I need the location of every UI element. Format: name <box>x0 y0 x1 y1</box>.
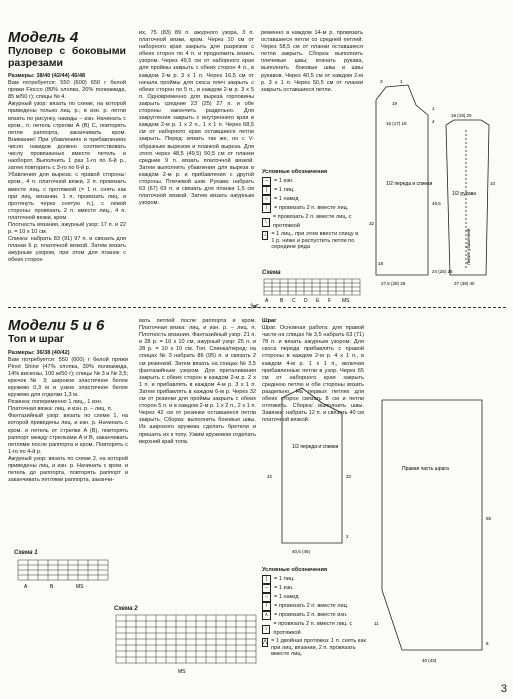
knit-symbol-icon: | <box>262 575 271 584</box>
paragraph: Плотность вязания, ажурный узор: 17 п. и 22 р. = 10 х 10 см. <box>8 221 126 236</box>
schema-1-label-b: B <box>50 584 54 590</box>
ssk-symbol-icon: \ <box>262 625 270 634</box>
legend-item: = 1 накид <box>274 196 299 202</box>
yarn-over-symbol-icon: ○ <box>262 593 271 602</box>
chart-label-f: F <box>328 298 332 303</box>
chart-label-b: B <box>280 298 284 303</box>
top-pattern-diagram <box>262 378 382 558</box>
knit-symbol-icon: | <box>262 186 271 195</box>
pattern-label-decrease-line: Линия убавлений <box>466 228 471 265</box>
measure: 32 <box>369 221 375 226</box>
k2tog-symbol-icon: / <box>262 204 271 213</box>
paragraph: Ажурный узор: вязать по схеме, на которой приведены только лиц. р.; в изн. р. петли вязать по рисунку, накиды – изн. Начинать с кром., п. петель стрелки А (В) С, повторять петли раппорта, заканчивать кром. Внимание! При убавлениях и прибавлениях число накидов должно соответствовать числу провязанных вместе петель и наоборот. Выполнить 1 раз 1-го по 6-й р., затем повторить с 3-го по 6-й р. <box>8 101 126 172</box>
paragraph: вать петлей после раппорта и кром. Платочная вязка: лиц. и изн. р. – лиц. п. Плотность вязания. Фантазийный узор: 21 п. и 28 р. = 10 х 10 см, ажурный узор: 25 п. и 28 р. = 10 х 10 см. Топ. Спинка/перед: на спицах № 3 набрать 86 (95) п. и связать 2 см резинкой. Затем вязать на спицах № 3,5 фантазийным узором. Для приталивания закрыть с обеих сторон в каждом 2-м р. 2 х 1 п. и прибавлять в каждом 4-м р. 3 х 1 п. Затем прибавлять в каждом 6-м р. Через 32 см от резинки для проймы закрыть с обеих сторон 5 п. и в каждом 2-м р. 1 х 2 п., 2 х 1 п. Через 42 см от резинки оставшиеся петли закрыть. Сборка: выполнить боковые швы. Из широкого кружева сделать бретели и пришить их к топу. Узким кружевом отделать верхний край топа. <box>139 318 256 445</box>
schema-2-label-ms: MS <box>178 669 186 675</box>
model56-column-1 <box>8 318 128 484</box>
model4-subtitle: Пуловер с боковыми разрезами <box>8 45 126 69</box>
p2tog-symbol-icon: ∧ <box>262 611 271 620</box>
schema-1-label-a: A <box>24 584 28 590</box>
chart-label-d: D <box>304 298 308 303</box>
scissors-icon: ✂ <box>250 301 260 313</box>
measure: 10 <box>490 181 496 186</box>
legend-item: = 1 лиц., при этом ввести спицу в 1 р. ниже и распустить петли по середине ряда <box>271 231 359 250</box>
paragraph: Вам потребуется: 550 (600) г белой пряжи Pinot Shine (47% хлопка, 39% полиамида, 14% вискозы, 100 м/50 г); спицы № 3 и № 3,5; крючок № 3; широкое эластичное белое кружево 0,3 м и узкое эластичное белое кружево для отделки 1,3 м. <box>8 356 128 399</box>
paragraph: Ажурный узор: вязать по схеме 2, на которой приведены лиц. и изн. р. Начинать с кром. и петель до раппорта, повторять раппорт и заканчивать петлями раппорта, заканчи- <box>8 455 128 484</box>
k2tog-symbol-icon: / <box>262 602 271 611</box>
measure: 3 <box>380 79 383 84</box>
measure: 40,5 (45) <box>292 549 311 554</box>
pattern-label-front-back: 1/2 переда и спинки <box>386 181 433 187</box>
paragraph: Размеры: 36/38 (40/42) <box>8 349 70 356</box>
legend-title: Условные обозначения <box>262 169 328 175</box>
measure: 32 <box>346 474 352 479</box>
measure: 1 <box>432 106 435 111</box>
model4-legend <box>262 168 362 251</box>
yarn-over-symbol-icon: ○ <box>262 195 271 204</box>
measure: 1 <box>400 79 403 84</box>
paragraph: Платочная вязка: лиц. и изн. р. – лиц. п. <box>8 406 113 413</box>
schema-1-label-ms: MS <box>76 584 84 590</box>
pattern-label-sleeve: 1/2 рукава <box>452 191 477 197</box>
legend-item: = 1 лиц. <box>274 187 295 193</box>
measure: 24 (25) 26 <box>432 269 453 274</box>
pattern-label-shrug: Правая часть шрага <box>402 466 449 472</box>
shrug-title: Шраг <box>262 318 277 324</box>
model56-title: Модели 5 и 6 <box>8 317 105 334</box>
measure: 65 <box>486 516 492 521</box>
measure: 2 <box>346 534 349 539</box>
knit-below-symbol-icon: ⊥ <box>263 232 268 238</box>
measure: 11 <box>374 621 379 626</box>
paragraph: Резинка: попеременно 1 лиц., 1 изн. <box>8 399 103 406</box>
legend-item: = провязать 2 п. вместе лиц. с протяжкой <box>273 621 353 636</box>
model56-legend <box>262 566 372 658</box>
measure: 49,5 <box>432 201 441 206</box>
model4-column-3 <box>261 30 363 94</box>
legend-item: = провязать 2 п. вместе лиц. <box>274 603 349 609</box>
model4-chart-grid <box>262 277 362 303</box>
model4-column-2 <box>139 30 254 207</box>
paragraph: Размеры: 38/40 (42/44) 46/48 <box>8 73 86 79</box>
purl-symbol-icon: – <box>262 177 271 186</box>
chart-label-ms: MS <box>342 298 350 303</box>
paragraph: Спинка: набрать 83 (91) 97 п. и связать для планки 6 р. платочной вязкой. Затем вязать ажурным узором, при этом для планок с обеих сторон <box>8 236 126 264</box>
paragraph: Шраг. Основная работа: для правой части на спицах № 3,5 набрать 63 (71) 78 п. и вязать ажурным узором. Для скоса переда прибавлять с правой стороны в каждом 2-м р. 4 х 1 п., в каждом 4-м р. 1 х 1 п., включая прибавленные петли в узор. Через 65 см от наборного края закрыть среднюю петлю и обе стороны вязать раздельно. На первых петлях для обеих сторон связать 8 см и петли отложить. Сборка: выполнить швы. Завязки: набрать 12 п. и связать 40 см платочной вязкой. <box>262 325 364 424</box>
legend-item: = провязать 2 п. вместе лиц. <box>274 205 349 211</box>
double-decrease-symbol-icon: ⋀ <box>263 639 268 645</box>
measure: 40 (43) <box>422 658 437 663</box>
ssk-symbol-icon: \ <box>262 218 270 227</box>
legend-item: = провязать 2 п. вместе лиц. с протяжкой <box>272 214 352 229</box>
purl-symbol-icon: – <box>262 584 271 593</box>
measure: 37 (39) 40 <box>454 281 475 286</box>
chart-label-a: A <box>265 298 269 303</box>
measure: 19 <box>392 101 398 106</box>
measure: 18 (19) 20 <box>451 113 472 118</box>
model4-pattern-diagram <box>366 75 506 300</box>
paragraph: их, 75 (83) 89 п. ажурного узора, 3 п. платочной вязки, кром. Через 10 см от наборного края закрыть для разрезов с обеих сторон по 4 п. и продолжить вязать узором. Через 49,5 см от наборного края для проймы закрыть с обеих сторон 4 п., в каждом 2-м р. 3 х 1 п. Через 16,5 см от начала проймы для скоса плеч закрыть с обеих сторон по 5 п., в каждом 2-м р. 3 х 5 п. Одновременно для выреза горловины закрыть средние 23 (25) 27 п. и обе стороны закончить раздельно. Для закругления закрыть с внутреннего края в каждом 2-м р. 1 х 2 п., 1 х 1 п. Через 68,5 см от наборного края оставшиеся петли закрыть. Перед: вязать так же, но с V-образным вырезом и планкой выреза. Для этого через 48,5 (49,5) 50,5 см от планки средние 9 п. вязать платочной вязкой. Затем выполнять убавления для выреза в каждом 2-м р. и прибавления с другой стороны. Плечевой шов. Рукава: набрать 63 (67) 69 п. и связать для планки 1,5 см платочной вязкой. Затем вязать ажурным узором. <box>139 30 254 207</box>
schema-title: Схема <box>262 270 281 276</box>
schema-2-title: Схема 2 <box>114 606 138 612</box>
legend-item: = 1 двойная протяжка: 1 п. снять как при лиц. вязании, 2 п. провязать вместе лиц. <box>271 638 366 657</box>
shrug-pattern-diagram <box>372 390 506 670</box>
schema-2-grid <box>112 613 262 683</box>
model56-subtitle: Топ и шраг <box>8 333 65 345</box>
measure: 16 (17) 18 <box>386 121 407 126</box>
model56-column-2 <box>139 318 256 446</box>
paragraph: Вам потребуется: 550 (600) 650 г белой пряжи Fiocco (80% хлопка, 20% полиамида, 85 м/50 г); спицы № 4. <box>8 80 126 101</box>
pattern-label-top: 1/2 переда и спинки <box>292 444 339 450</box>
chart-label-c: C <box>292 298 296 303</box>
legend-item: = 1 накид <box>274 594 299 600</box>
model4-column-1 <box>8 30 126 265</box>
schema-1-grid <box>14 558 114 592</box>
legend-item: = 1 изн. <box>274 585 294 591</box>
measure: 27,5 (28) 29 <box>381 281 406 286</box>
legend-item: = 1 лиц. <box>274 576 295 582</box>
measure: 42 <box>267 474 273 479</box>
schema-1-title: Схема 1 <box>14 550 38 556</box>
paragraph: Убавления для выреза: с правой стороны: кром., 4 п. платочной вязки, 2 п. провязать вместе лиц. с протяжкой (= 1 п. снять как при лиц. вязании, 1 п. провязать лиц. и протянуть через снятую п.), с левой стороны: провязать 2 п. вместе лиц., 4 п. платочной вязки, кром. <box>8 172 126 221</box>
legend-title: Условные обозначения <box>262 567 328 573</box>
paragraph: ременно в каждом 14-м р. провязать оставшиеся петли со средней петлей. Через 58,5 см от планки оставшиеся петли закрыть. Сборка: выполнить плечевые швы; втачать рукава, выполнить боковые швы и швы рукавов. Через 40,5 см от каждом 2-м р. 3 х 1 п. Через 50,5 см от планки закрыть оставшиеся петли. <box>261 30 363 93</box>
measure: 18 <box>378 261 384 266</box>
measure: 4 <box>432 119 435 124</box>
measure: 8 <box>486 641 489 646</box>
page-number: 3 <box>500 683 507 695</box>
legend-item: = 1 изн. <box>274 178 294 184</box>
legend-item: = провязать 2 п. вместе изн. <box>274 612 348 618</box>
chart-label-e: E <box>316 298 320 303</box>
paragraph: Фантазийный узор: вязать по схеме 1, на которой приведены лиц. и изн. р. Начинать с кром. и петель от стрелки A (B), повторять раппорт между стрелками A и B, заканчивать петлями после раппорта и кром. Повторять с 1-го по 4-й р. <box>8 413 128 455</box>
model4-title: Модель 4 <box>8 29 79 46</box>
